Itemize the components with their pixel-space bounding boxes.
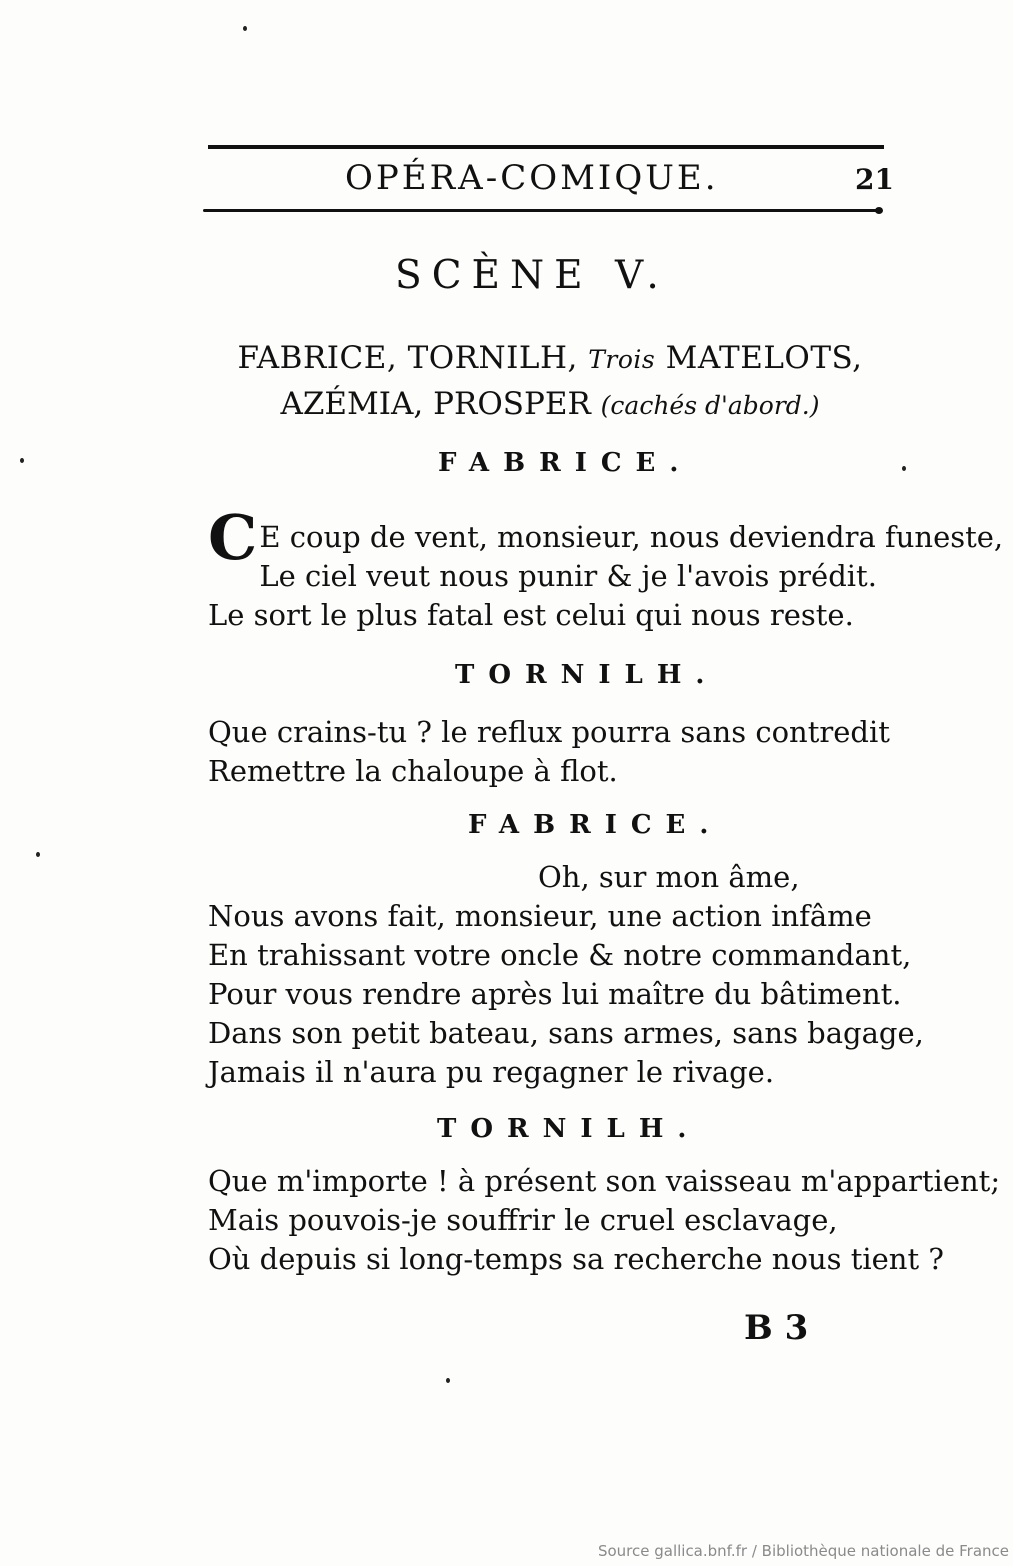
scan-speck xyxy=(36,852,40,857)
running-head: OPÉRA-COMIQUE. xyxy=(345,158,719,198)
verse-line: Mais pouvois-je souffrir le cruel esclavage, xyxy=(208,1203,838,1237)
verse-line: Pour vous rendre après lui maître du bâtiment. xyxy=(208,977,902,1011)
verse-block xyxy=(208,858,924,1092)
verse-line: Où depuis si long-temps sa recherche nous tient ? xyxy=(208,1242,944,1276)
verse-block xyxy=(208,501,1004,635)
verse-line: Remettre la chaloupe à flot. xyxy=(208,754,618,788)
cast-line-1 xyxy=(200,336,900,382)
verse-line: Que crains-tu ? le reflux pourra sans contredit xyxy=(208,715,890,749)
cast-trois: Trois xyxy=(588,345,656,374)
scan-speck xyxy=(446,1378,450,1383)
verse-line: Nous avons fait, monsieur, une action infâme xyxy=(208,899,872,933)
speaker-name: TORNILH. xyxy=(437,1114,701,1144)
header-rule-top xyxy=(208,145,884,149)
verse-line: Le sort le plus fatal est celui qui nous reste. xyxy=(208,598,854,632)
verse-line: Jamais il n'aura pu regagner le rivage. xyxy=(208,1055,775,1089)
speaker-name: FABRICE. xyxy=(468,810,723,840)
signature-mark: B 3 xyxy=(744,1308,809,1348)
verse-block xyxy=(208,713,890,791)
source-attribution: Source gallica.bnf.fr / Bibliothèque nationale de France xyxy=(597,1542,1009,1560)
verse-text: E coup de vent, monsieur, nous deviendra funeste, xyxy=(259,520,1004,554)
cast-list xyxy=(200,336,900,428)
verse-block xyxy=(208,1162,1000,1279)
cast-names-2: AZÉMIA, PROSPER xyxy=(280,386,601,422)
verse-line: Oh, sur mon âme, xyxy=(538,860,800,894)
scan-speck xyxy=(902,466,906,471)
drop-cap: C xyxy=(208,501,258,574)
speaker-name: TORNILH. xyxy=(455,660,719,690)
verse-line: Que m'importe ! à présent son vaisseau m'appartient; xyxy=(208,1164,1001,1198)
scene-title: SCÈNE V. xyxy=(395,253,669,298)
cast-names: FABRICE, TORNILH, xyxy=(237,340,589,376)
scan-speck xyxy=(243,26,247,31)
stage-direction: (cachés d'abord.) xyxy=(600,391,820,420)
verse-line: Dans son petit bateau, sans armes, sans bagage, xyxy=(208,1016,924,1050)
verse-line: En trahissant votre oncle & notre commandant, xyxy=(208,938,912,972)
page-number: 21 xyxy=(855,163,894,196)
verse-line xyxy=(208,501,1004,574)
speaker-name: FABRICE. xyxy=(438,448,693,478)
cast-line-2 xyxy=(281,386,820,422)
cast-matelots: MATELOTS, xyxy=(655,340,863,376)
verse-line: Le ciel veut nous punir & je l'avois prédit. xyxy=(259,559,877,593)
header-rule-bottom xyxy=(203,209,879,212)
scan-speck xyxy=(20,458,24,463)
